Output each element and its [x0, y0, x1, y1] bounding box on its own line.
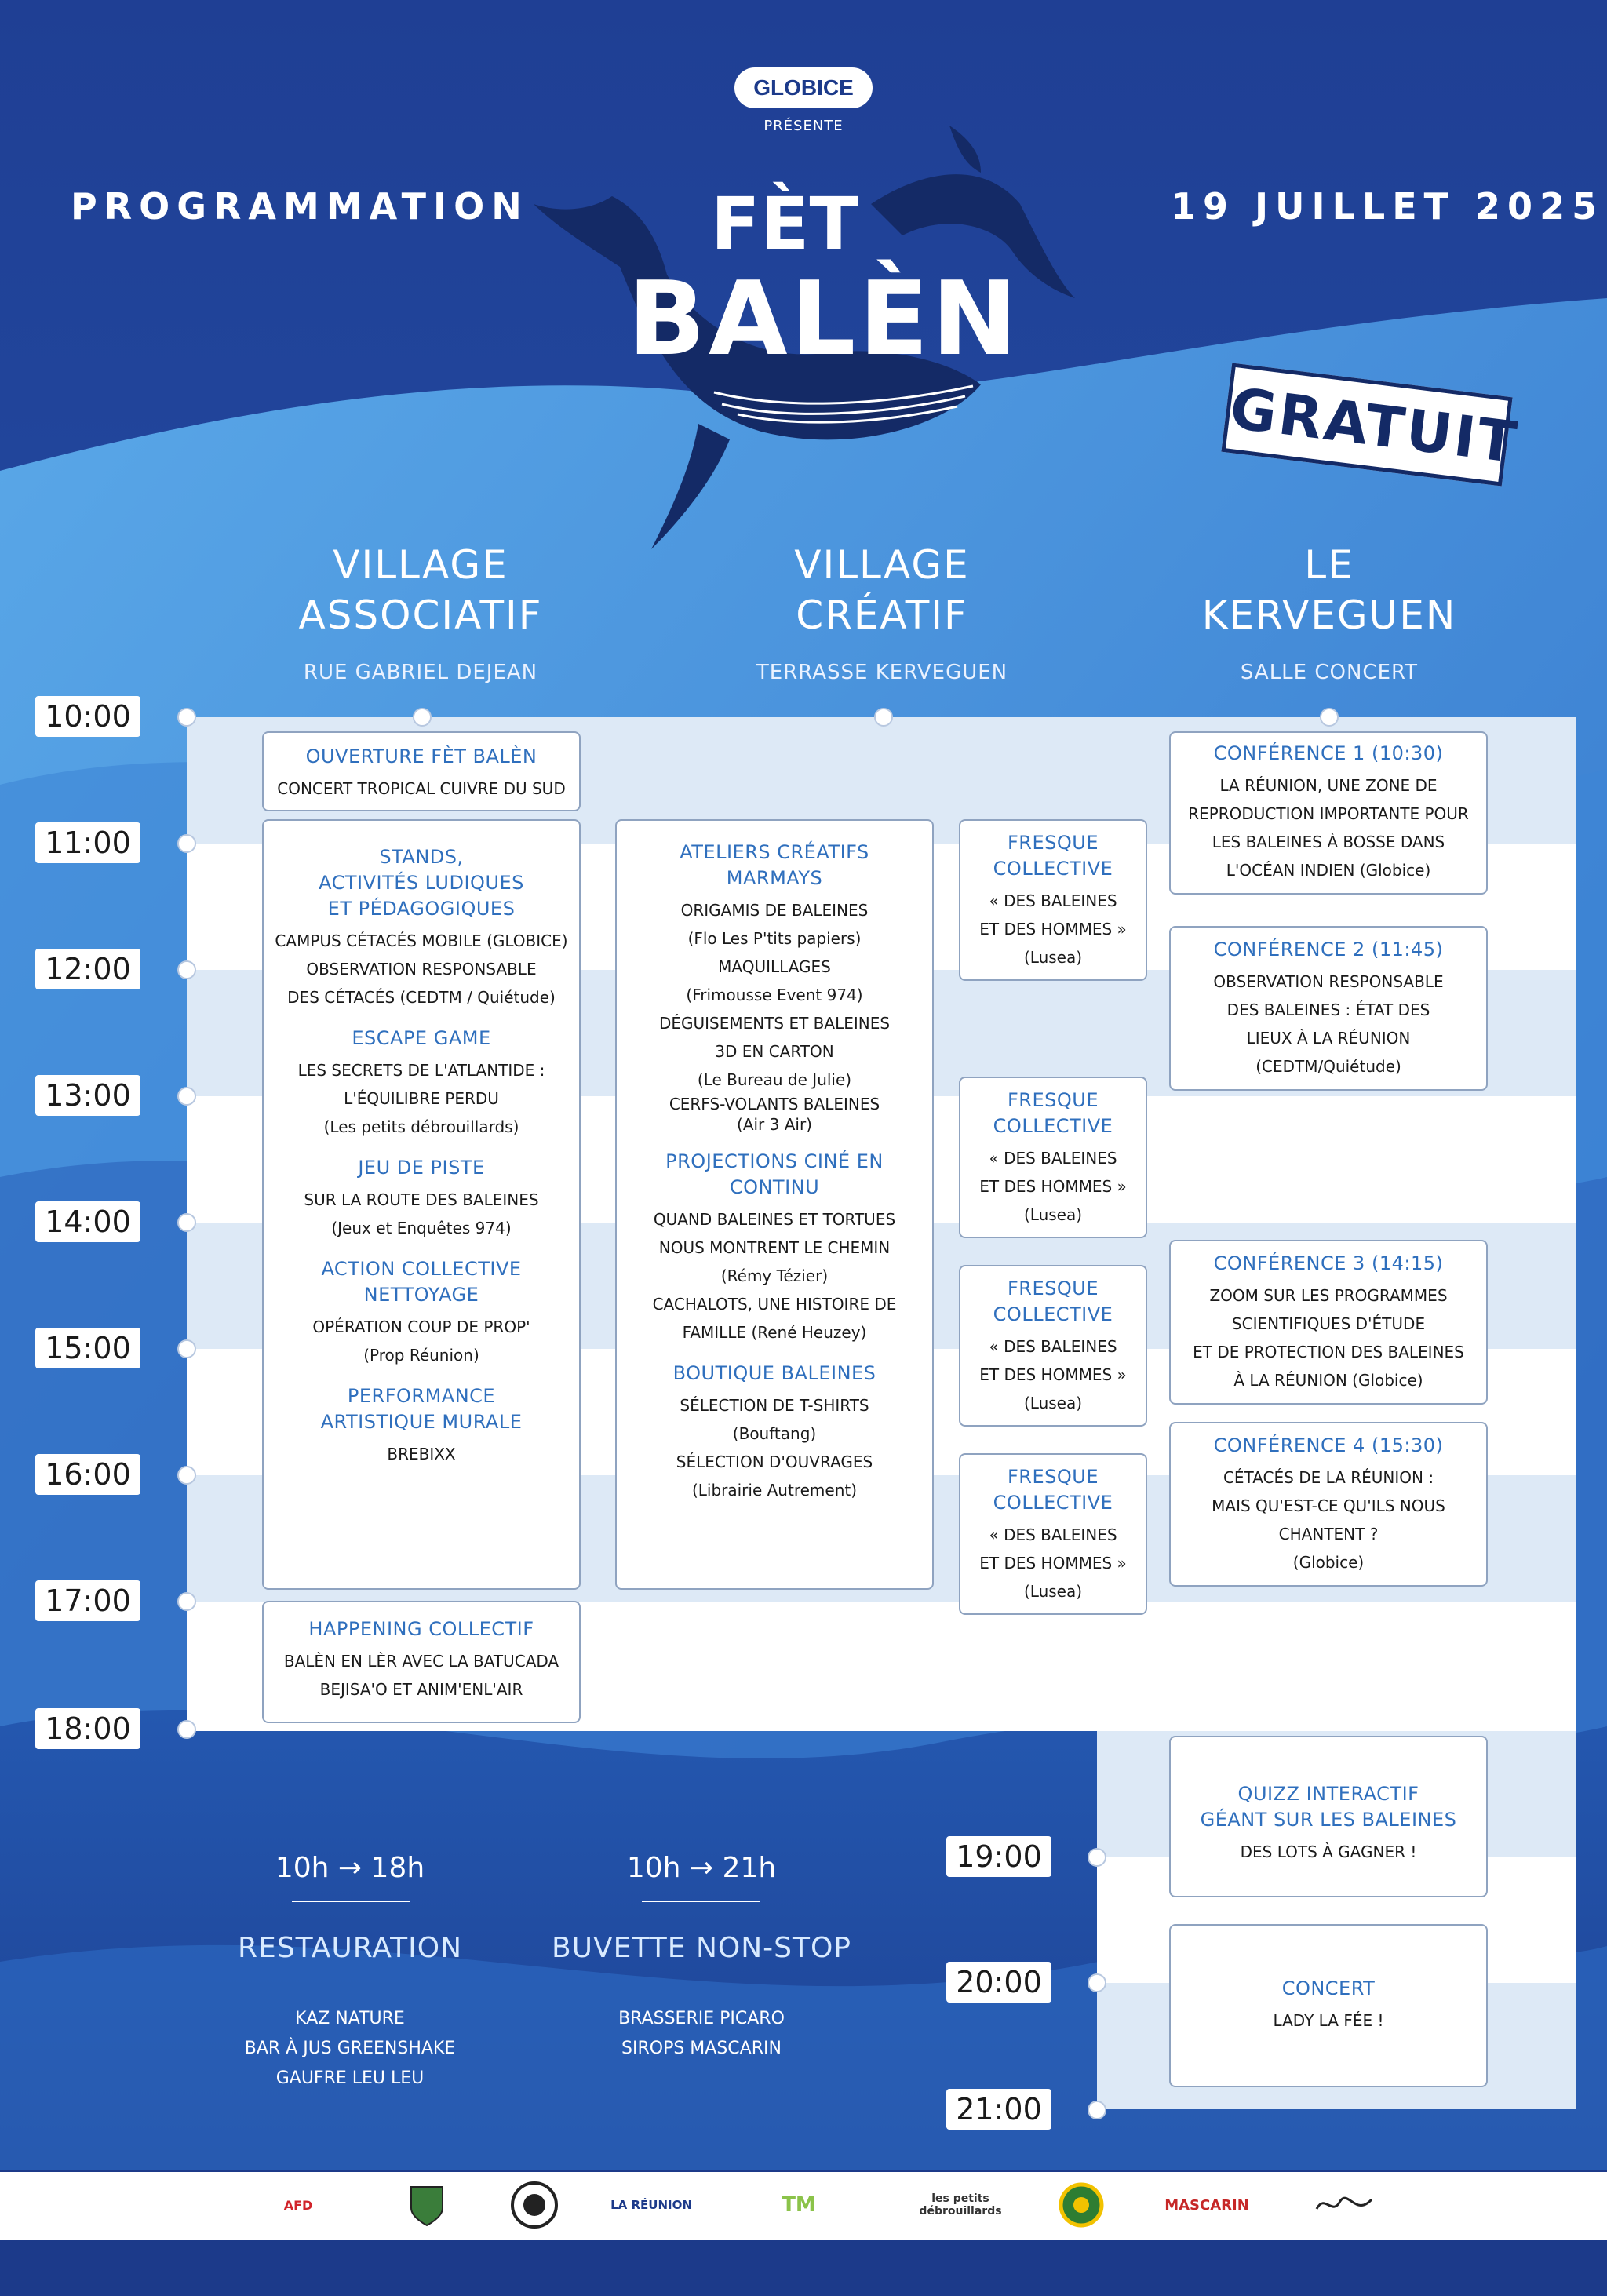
event-detail: (Lusea) [1023, 1394, 1083, 1412]
event-title: CONFÉRENCE 1 (10:30) [1213, 742, 1444, 764]
column-title-village-associatif [264, 540, 578, 640]
event-fresque [959, 1265, 1147, 1427]
event-detail: (Globice) [1292, 1553, 1365, 1572]
hour-marker [177, 708, 196, 727]
event-detail: SÉLECTION D'OUVRAGES [676, 1452, 873, 1471]
event-title: PERFORMANCE [347, 1385, 496, 1407]
event-title: QUIZZ INTERACTIF [1237, 1783, 1419, 1805]
hour-marker [1088, 1848, 1106, 1867]
event-detail: SÉLECTION DE T-SHIRTS [680, 1396, 869, 1415]
event-detail: (Le Bureau de Julie) [697, 1070, 852, 1089]
event-concert [1169, 1924, 1488, 2087]
event-detail: « DES BALEINES [989, 1337, 1117, 1356]
event-detail: (Bouftang) [732, 1424, 817, 1443]
presents-label: PRÉSENTE [763, 118, 844, 134]
hour-marker [177, 960, 196, 979]
title-balen: BALÈN [627, 259, 1021, 378]
event-title: FRESQUE [1008, 832, 1099, 854]
event-detail: DES BALEINES : ÉTAT DES [1226, 1000, 1430, 1019]
globice-logo: GLOBICE [734, 67, 873, 108]
script-sponsor-logo [1309, 2181, 1379, 2229]
event-detail: L'OCÉAN INDIEN (Globice) [1226, 861, 1431, 880]
event-detail: ET DES HOMMES » [979, 1554, 1127, 1573]
event-detail: BEJISA'O ET ANIM'ENL'AIR [319, 1680, 523, 1699]
free-badge: GRATUIT [1221, 363, 1512, 486]
event-conference-1 [1169, 731, 1488, 895]
event-title: FRESQUE [1008, 1277, 1099, 1299]
hour-label: 16:00 [35, 1454, 140, 1495]
vendor-name: BRASSERIE PICARO [618, 2009, 785, 2028]
vendor-name: GAUFRE LEU LEU [275, 2068, 425, 2088]
hour-label: 11:00 [35, 822, 140, 863]
column-title-line: CRÉATIF [796, 592, 968, 638]
event-title: COLLECTIVE [993, 1492, 1113, 1514]
event-conference-3 [1169, 1240, 1488, 1405]
event-detail: CHANTENT ? [1278, 1525, 1379, 1543]
event-title: ACTION COLLECTIVE [321, 1258, 522, 1280]
event-detail: ORIGAMIS DE BALEINES [680, 901, 869, 920]
event-detail: NOUS MONTRENT LE CHEMIN [658, 1238, 891, 1257]
event-detail: (CEDTM/Quiétude) [1255, 1057, 1401, 1076]
event-title: ACTIVITÉS LUDIQUES [319, 872, 524, 894]
event-detail: LA RÉUNION, UNE ZONE DE [1219, 776, 1438, 795]
event-detail: LADY LA FÉE ! [1273, 2011, 1384, 2030]
column-subtitle: TERRASSE KERVEGUEN [756, 661, 1008, 684]
event-detail: CONCERT TROPICAL CUIVRE DU SUD [277, 779, 566, 798]
hour-marker [177, 1720, 196, 1739]
sponsor-crest-logo [405, 2181, 449, 2229]
divider [292, 1901, 410, 1902]
event-detail: « DES BALEINES [989, 891, 1117, 910]
event-quiz [1169, 1736, 1488, 1897]
event-title: CONFÉRENCE 2 (11:45) [1213, 938, 1444, 960]
programmation-heading: PROGRAMMATION [71, 185, 529, 228]
event-conference-4 [1169, 1422, 1488, 1587]
event-title: GÉANT SUR LES BALEINES [1200, 1809, 1457, 1831]
event-fresque [959, 1453, 1147, 1615]
buvette-hours: 10h → 21h [626, 1852, 777, 1884]
hour-label: 10:00 [35, 696, 140, 737]
column-title-line: LE [1304, 542, 1354, 588]
event-conference-2 [1169, 926, 1488, 1091]
column-title-village-creatif [725, 540, 1039, 640]
event-title: CONFÉRENCE 4 (15:30) [1213, 1434, 1444, 1456]
restauration-hours: 10h → 18h [275, 1852, 425, 1884]
title-fet: FÈT [710, 182, 859, 266]
column-title-line: VILLAGE [333, 542, 508, 588]
event-detail: À LA RÉUNION (Globice) [1233, 1371, 1423, 1390]
column-marker [874, 708, 893, 727]
event-title: STANDS, [379, 846, 464, 868]
column-title-line: ASSOCIATIF [298, 592, 543, 638]
event-detail: OPÉRATION COUP DE PROP' [312, 1317, 530, 1336]
hour-marker [177, 1087, 196, 1106]
hour-label: 12:00 [35, 949, 140, 989]
hour-label: 17:00 [35, 1580, 140, 1621]
event-detail: LES SECRETS DE L'ATLANTIDE : [297, 1061, 545, 1080]
hour-label: 18:00 [35, 1708, 140, 1749]
event-opening [262, 731, 581, 811]
event-title: COLLECTIVE [993, 1303, 1113, 1325]
mascarin-logo: MASCARIN [1164, 2196, 1249, 2214]
hour-marker [1088, 2101, 1106, 2119]
event-detail: (Librairie Autrement) [691, 1481, 858, 1500]
event-fresque [959, 819, 1147, 981]
event-detail: (Flo Les P'tits papiers) [687, 929, 862, 948]
event-detail: ET DES HOMMES » [979, 1177, 1127, 1196]
event-title: OUVERTURE FÈT BALÈN [305, 745, 537, 767]
buvette-title: BUVETTE NON-STOP [551, 1932, 852, 1964]
column-title-line: VILLAGE [794, 542, 970, 588]
event-title: FRESQUE [1008, 1089, 1099, 1111]
event-detail: SCIENTIFIQUES D'ÉTUDE [1231, 1314, 1426, 1333]
column-title-kerveguen [1172, 540, 1486, 640]
tm-logo: TM [782, 2193, 816, 2217]
event-detail: (Lusea) [1023, 1205, 1083, 1224]
event-detail: OBSERVATION RESPONSABLE [1213, 972, 1444, 991]
restauration-title: RESTAURATION [237, 1932, 463, 1964]
event-village-creatif [615, 819, 934, 1590]
event-title: CONTINU [729, 1176, 820, 1198]
hour-label: 13:00 [35, 1075, 140, 1116]
event-detail: CERFS-VOLANTS BALEINES [669, 1095, 880, 1113]
hour-label: 14:00 [35, 1201, 140, 1242]
event-detail: ET DES HOMMES » [979, 1365, 1127, 1384]
event-detail: SUR LA ROUTE DES BALEINES [304, 1190, 539, 1209]
event-detail: CÉTACÉS DE LA RÉUNION : [1223, 1468, 1434, 1487]
event-title: CONFÉRENCE 3 (14:15) [1213, 1252, 1444, 1274]
event-detail: MAQUILLAGES [718, 957, 831, 976]
event-title: ET PÉDAGOGIQUES [327, 898, 516, 920]
event-detail: OBSERVATION RESPONSABLE [306, 960, 537, 979]
la-reunion-logo: LA RÉUNION [610, 2198, 692, 2212]
event-detail: (Lusea) [1023, 1582, 1083, 1601]
hour-label: 19:00 [946, 1836, 1051, 1877]
event-title: ATELIERS CRÉATIFS [680, 841, 869, 863]
hour-label: 15:00 [35, 1328, 140, 1368]
event-detail: MAIS QU'EST-CE QU'ILS NOUS [1212, 1496, 1445, 1515]
event-detail: LES BALEINES À BOSSE DANS [1212, 833, 1445, 851]
event-detail: DES CÉTACÉS (CEDTM / Quiétude) [287, 988, 556, 1007]
sponsor-green-seal-logo [1056, 2181, 1106, 2229]
event-detail: CAMPUS CÉTACÉS MOBILE (GLOBICE) [275, 931, 568, 950]
hour-label: 20:00 [946, 1962, 1051, 2003]
event-detail: REPRODUCTION IMPORTANTE POUR [1188, 804, 1469, 823]
hour-marker [177, 1466, 196, 1485]
event-title: HAPPENING COLLECTIF [308, 1618, 534, 1640]
event-detail: FAMILLE (René Heuzey) [682, 1323, 867, 1342]
event-detail: DES LOTS À GAGNER ! [1240, 1842, 1417, 1861]
event-detail: ET DES HOMMES » [979, 920, 1127, 938]
hour-marker [177, 1213, 196, 1232]
hour-marker [1088, 1973, 1106, 1992]
event-detail: DÉGUISEMENTS ET BALEINES [658, 1014, 891, 1033]
event-detail: ZOOM SUR LES PROGRAMMES [1209, 1286, 1448, 1305]
petits-debrouillards-logo: les petits débrouillards [919, 2192, 1002, 2218]
event-title: PROJECTIONS CINÉ EN [665, 1150, 884, 1172]
event-title: ESCAPE GAME [352, 1027, 491, 1049]
column-marker [413, 708, 432, 727]
sponsor-round-logo [507, 2181, 562, 2229]
event-detail: ET DE PROTECTION DES BALEINES [1193, 1343, 1464, 1361]
event-detail: BREBIXX [387, 1445, 456, 1463]
event-title: NETTOYAGE [363, 1284, 479, 1306]
event-happening [262, 1601, 581, 1723]
event-date: 19 JUILLET 2025 [1171, 185, 1605, 228]
event-detail: « DES BALEINES [989, 1525, 1117, 1544]
event-detail: L'ÉQUILIBRE PERDU [344, 1089, 499, 1108]
event-title: ARTISTIQUE MURALE [320, 1411, 523, 1433]
event-village-associatif [262, 819, 581, 1590]
event-title: CONCERT [1281, 1977, 1376, 1999]
event-title: COLLECTIVE [993, 1115, 1113, 1137]
event-detail: « DES BALEINES [989, 1149, 1117, 1168]
vendor-name: BAR À JUS GREENSHAKE [244, 2039, 456, 2058]
event-detail: LIEUX À LA RÉUNION [1246, 1029, 1411, 1048]
hour-marker [177, 834, 196, 853]
vendor-name: KAZ NATURE [295, 2009, 405, 2028]
vendor-name: SIROPS MASCARIN [621, 2039, 782, 2058]
restauration-list [193, 2004, 507, 2094]
event-detail: (Jeux et Enquêtes 974) [331, 1219, 512, 1237]
hour-label: 21:00 [946, 2089, 1051, 2130]
buvette-list [545, 2004, 858, 2064]
event-detail: QUAND BALEINES ET TORTUES [653, 1210, 896, 1229]
event-detail: (Frimousse Event 974) [686, 986, 863, 1004]
column-title-line: KERVEGUEN [1201, 592, 1457, 638]
event-title: BOUTIQUE BALEINES [672, 1362, 876, 1384]
event-detail: 3D EN CARTON [715, 1042, 834, 1061]
event-detail: (Les petits débrouillards) [323, 1117, 519, 1136]
event-title: MARMAYS [726, 867, 823, 889]
column-marker [1320, 708, 1339, 727]
hour-marker [177, 1592, 196, 1611]
column-subtitle: SALLE CONCERT [1240, 661, 1419, 684]
event-title: JEU DE PISTE [358, 1157, 485, 1179]
event-title: COLLECTIVE [993, 858, 1113, 880]
event-detail: CACHALOTS, UNE HISTOIRE DE [652, 1295, 897, 1314]
divider [642, 1901, 760, 1902]
event-detail: (Prop Réunion) [363, 1346, 479, 1365]
column-subtitle: RUE GABRIEL DEJEAN [303, 661, 538, 684]
event-detail: (Air 3 Air) [737, 1115, 812, 1134]
event-fresque [959, 1077, 1147, 1238]
afd-logo: AFD [283, 2197, 313, 2213]
hour-marker [177, 1339, 196, 1358]
event-detail: (Rémy Tézier) [720, 1266, 829, 1285]
event-detail: (Lusea) [1023, 948, 1083, 967]
event-detail: BALÈN EN LÈR AVEC LA BATUCADA [283, 1652, 559, 1671]
event-title: FRESQUE [1008, 1466, 1099, 1488]
